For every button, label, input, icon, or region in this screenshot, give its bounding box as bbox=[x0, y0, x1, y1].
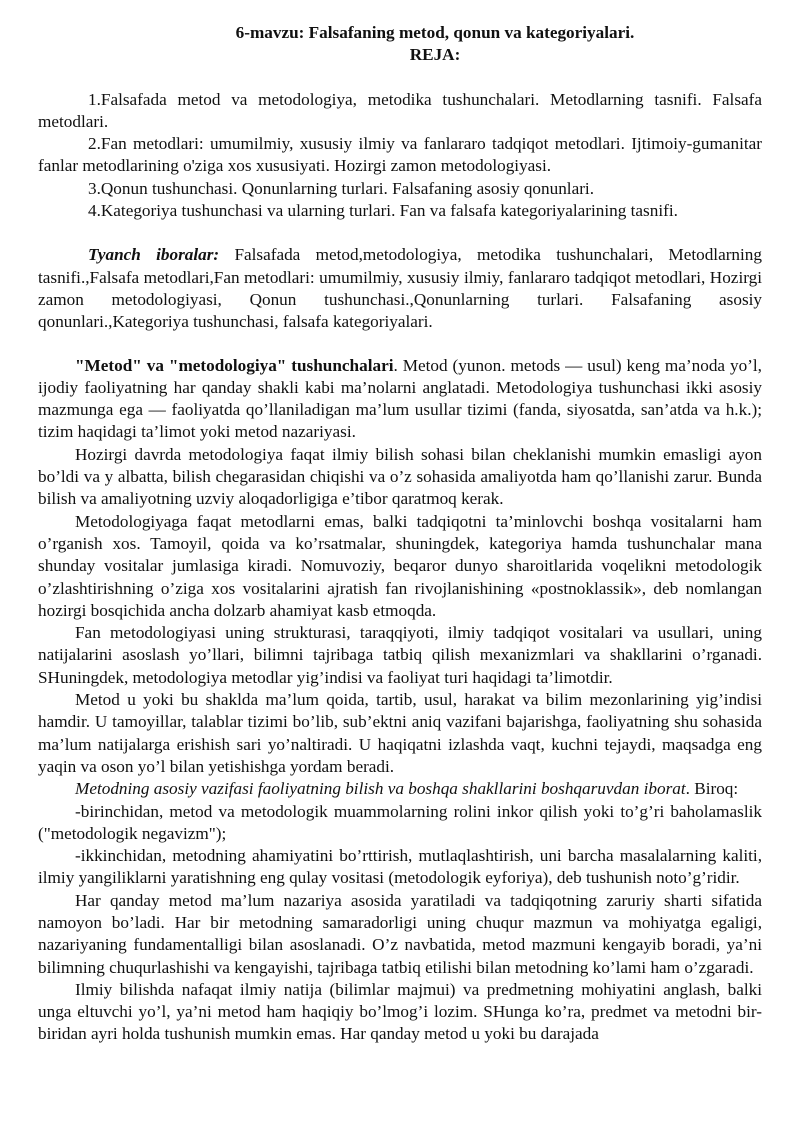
paragraph: -birinchidan, metod va metodologik muammolarning rolini inkor qilish yoki to’g’ri baholamaslik ("metodologik negavizm"); bbox=[38, 801, 762, 843]
section-heading: "Metod" va "metodologiya" tushunchalari bbox=[75, 355, 394, 375]
paragraph: -ikkinchidan, metodning ahamiyatini bo’rttirish, mutlaqlashtirish, uni barcha masalalarning kaliti, ilmiy yangiliklarni yaratishning eng qulay vositasi (metodologik eyforiya), deb tushunish noto’g’ridir. bbox=[38, 846, 762, 888]
plan-heading: REJA: bbox=[409, 45, 461, 65]
keywords-label: Tyanch iboralar: bbox=[88, 245, 220, 265]
plan-item: 4.Kategoriya tushunchasi va ularning turlari. Fan va falsafa kategoriyalarining tasnifi. bbox=[88, 201, 678, 221]
paragraph bbox=[38, 355, 762, 444]
paragraph: Hozirgi davrda metodologiya faqat ilmiy bilish sohasi bilan cheklanishi mumkin emasligi ayon bo’ldi va y albatta, bilish chegarasidan chiqishi va o’z sohasida amaliyotda ham qo’llanishi zarur. Bunda bilish va amaliyotning uzviy aloqadorligiga e’tibor qaratmoq kerak. bbox=[38, 444, 762, 509]
italic-statement: Metodning asosiy vazifasi faoliyatning bilish va boshqa shakllarini boshqaruvdan iborat bbox=[75, 779, 686, 799]
paragraph-text: . Metod (yunon. metods — usul) keng ma’noda yo’l, ijodiy faoliyatning har qanday shakli kabi ma’nolarni anglatadi. Metodologiya tushunchasi ikki asosiy mazmunga ega — faoliyatda qo’llaniladigan ma’lum usullar tizimi (fanda, siyosatda, san’atda va h.k.); tizim haqidagi ta’limot yoki metod nazariyasi. bbox=[38, 355, 762, 442]
keywords-text: Falsafada metod,metodologiya, metodika tushunchalari, Metodlarning tasnifi.,Falsafa metodlari,Fan metodlari: umumilmiy, xususiy ilmiy, fanlararo tadqiqot metodlari, Hozirgi zamon metodologiyasi, Qonun tushunchasi.,Qonunlarning turlari. Falsafaning asosiy qonunlari.,Kategoriya tushunchasi, falsafa kategoriyalari. bbox=[38, 245, 762, 332]
plan-list bbox=[38, 89, 762, 223]
plan-item: 1.Falsafada metod va metodologiya, metodika tushunchalari. Metodlarning tasnifi. Falsafa metodlari. bbox=[38, 89, 762, 131]
paragraph: Fan metodologiyasi uning strukturasi, taraqqiyoti, ilmiy tadqiqot vositalari va usullari, uning natijalarini asoslash yo’llari, bilimni tajribaga tatbiq qilish mexanizmlari va shakllarini o’rganadi. SHuningdek, metodologiya metodlar yig’indisi va faoliyat turi haqidagi ta’limotdir. bbox=[38, 623, 762, 687]
plan-item: 2.Fan metodlari: umumilmiy, xususiy ilmiy va fanlararo tadqiqot metodlari. Ijtimoiy-gumanitar fanlar metodlarining o'ziga xos xususiyati. Hozirgi zamon metodologiyasi. bbox=[38, 134, 762, 176]
paragraph: Metodologiyaga faqat metodlarni emas, balki tadqiqotni ta’minlovchi boshqa vositalarni ham o’rganish xos. Tamoyil, qoida va ko’rsatmalar, shuningdek, kategoriya hamda tushunchalar mana shunday vositalar jumlasiga kiradi. Nomuvoziy, beqaror dunyo sharoitlarida voqelikni metodologik o’zlashtirishning o’ziga xos vositalarini ajratish fan rivojlanishining «postnoklassik», deb nomlangan hozirgi bosqichida ancha dolzarb ahamiyat kasb etmoqda. bbox=[38, 511, 762, 620]
paragraph: Metod u yoki bu shaklda ma’lum qoida, tartib, usul, harakat va bilim mezonlarining yig’indisi hamdir. U tamoyillar, talablar tizimi bo’lib, sub’ektni aniq vazifani bajarishga, faoliyatning shu sohasida ma’lum natijalarga erishish sari yo’naltiradi. U haqiqatni izlashda vaqt, kuchni tejaydi, maqsadga eng yaqin va oson yo’l bilan yetishishga yordam beradi. bbox=[38, 690, 762, 776]
keywords-paragraph bbox=[38, 244, 762, 333]
document-title: 6-mavzu: Falsafaning metod, qonun va kategoriyalari. bbox=[235, 23, 635, 42]
section-body bbox=[38, 355, 762, 1046]
paragraph-text: . Biroq: bbox=[685, 779, 739, 799]
plan-item: 3.Qonun tushunchasi. Qonunlarning turlari. Falsafaning asosiy qonunlari. bbox=[88, 178, 594, 198]
document-page bbox=[38, 22, 762, 1046]
paragraph: Ilmiy bilishda nafaqat ilmiy natija (bilimlar majmui) va predmetning mohiyatini anglash, balki unga eltuvchi yo’l, ya’ni metod ham haqiqiy bo’lmog’i lozim. SHunga ko’ra, predmet va metodni bir-biridan ayri holda tushunish mumkin emas. Har qanday metod u yoki bu darajada bbox=[38, 979, 762, 1044]
paragraph bbox=[38, 778, 762, 800]
paragraph: Har qanday metod ma’lum nazariya asosida yaratiladi va tadqiqotning zaruriy sharti sifatida namoyon bo’ladi. Har bir metodning samaradorligi uning chuqur mazmun va mohiyatga egaligi, nazariyaning fundamentalligi bilan asoslanadi. O’z navbatida, metod mazmuni kengayib boradi, ya’ni bilimning chuqurlashishi va kengayishi, tajribaga tatbiq etilishi bilan metodning ko’lami ham o’zgaradi. bbox=[38, 890, 762, 977]
